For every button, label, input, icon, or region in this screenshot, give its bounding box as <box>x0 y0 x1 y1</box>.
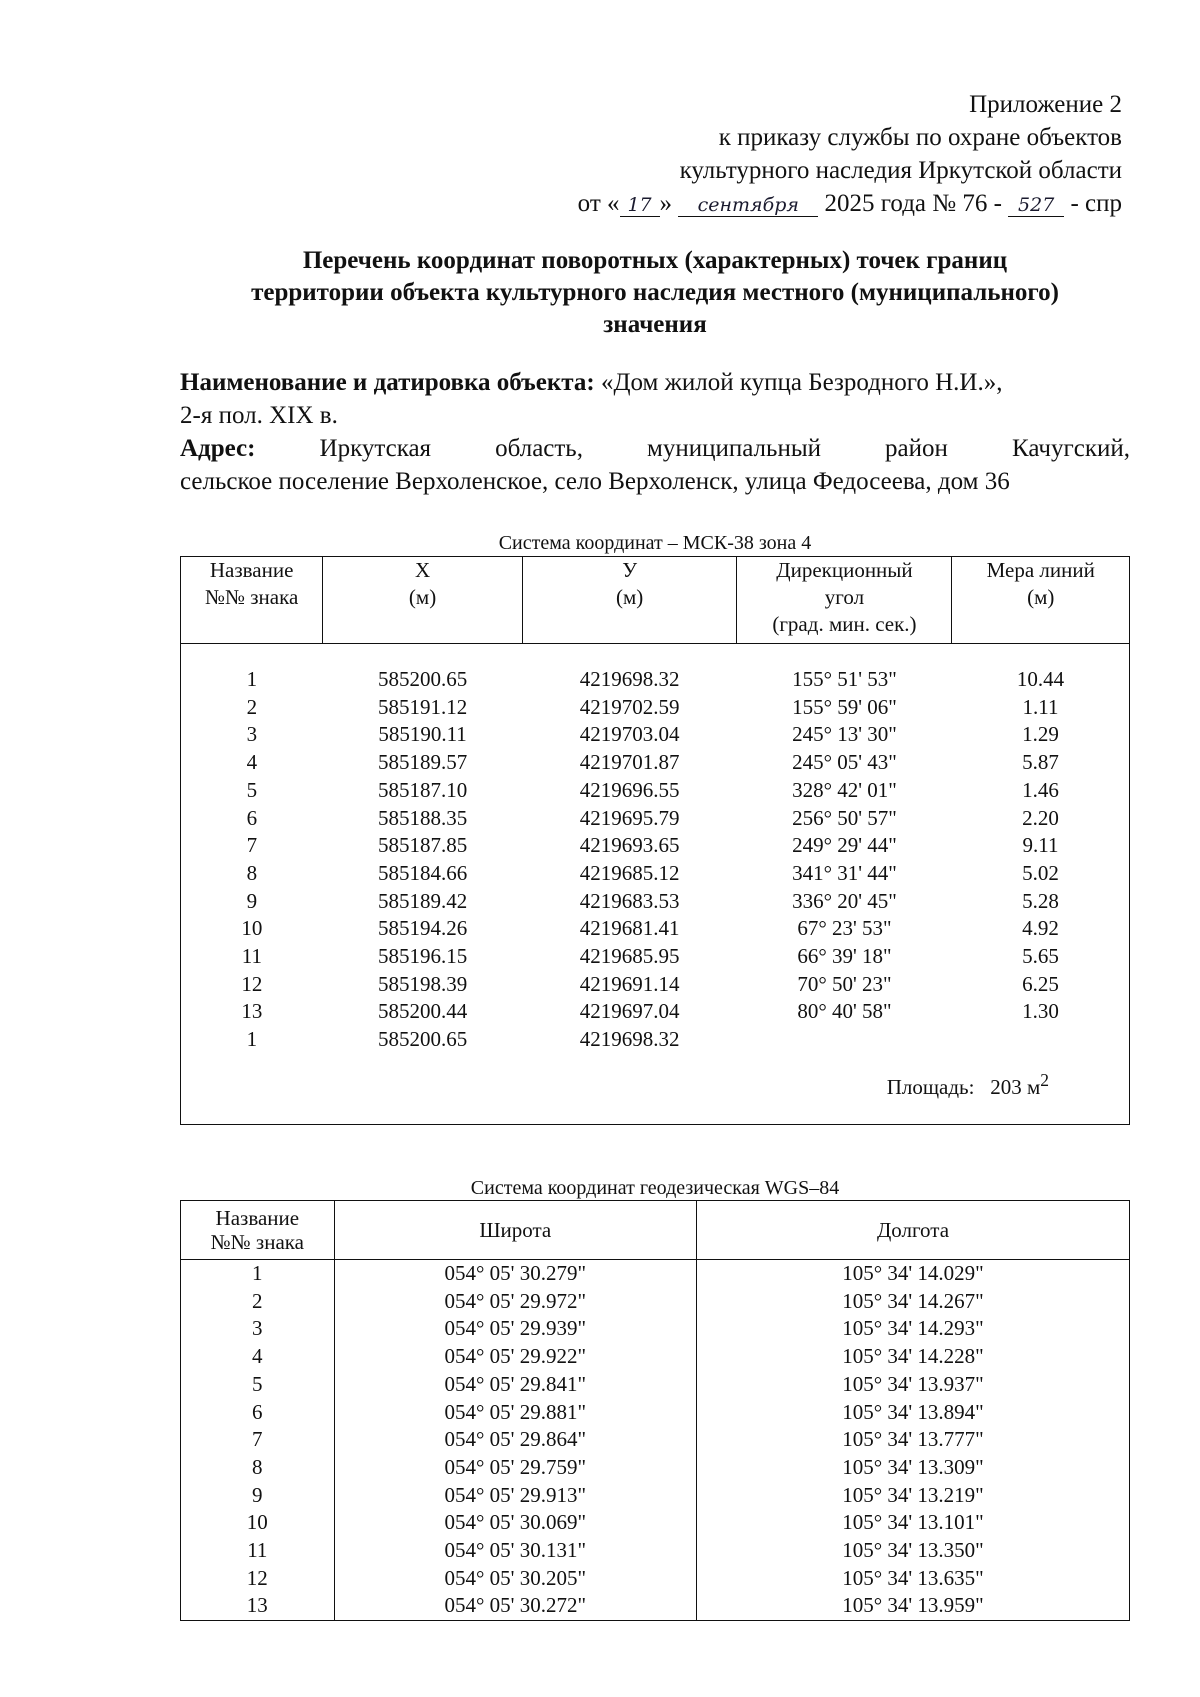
table1-cell-y: 4219685.12 <box>579 860 680 885</box>
table2-cell-lat: 054° 05' 29.864" <box>334 1426 696 1454</box>
table1-cell-n: 4 <box>246 750 258 775</box>
table1-header-row <box>181 557 1130 644</box>
table1-cell-y: 4219683.53 <box>579 888 680 913</box>
table2-row <box>181 1371 1130 1399</box>
table1-cell-len: 1.29 <box>1022 722 1059 747</box>
table2-cell-lat: 054° 05' 29.939" <box>334 1315 696 1343</box>
table1-row <box>181 888 1130 916</box>
table1-header-y <box>522 557 737 644</box>
header-y-line-1: У <box>622 558 638 582</box>
table1-cell-len: 5.28 <box>1022 888 1059 913</box>
table2-row <box>181 1288 1130 1316</box>
table1-cell-angle: 66° 39' 18" <box>797 944 892 969</box>
object-name-label: Наименование и датировка объекта: <box>180 369 595 396</box>
table1-cell-angle: 336° 20' 45" <box>792 888 897 913</box>
table1-cell-angle: 80° 40' 58" <box>797 999 892 1024</box>
object-name-value-2: 2-я пол. XIX в. <box>180 402 338 429</box>
table1-cell-n: 9 <box>246 888 258 913</box>
table1-caption: Система координат – МСК-38 зона 4 <box>498 532 812 554</box>
table2-body <box>181 1260 1130 1621</box>
table1-header-name <box>181 557 323 644</box>
table1-cell-y: 4219697.04 <box>579 999 680 1024</box>
table2-row <box>181 1509 1130 1537</box>
area-unit-superscript: 2 <box>1040 1069 1049 1090</box>
table2-cell-n: 7 <box>181 1426 335 1454</box>
table1-cell-angle <box>737 1026 952 1054</box>
table1-cell-angle: 245° 05' 43" <box>792 750 897 775</box>
table2-header-lon: Долгота <box>696 1201 1129 1260</box>
table2-cell-lat: 054° 05' 29.881" <box>334 1399 696 1427</box>
date-year: 2025 года № 76 - <box>824 190 1002 217</box>
table2-cell-lon: 105° 34' 13.959" <box>696 1592 1129 1620</box>
table1-cell-len: 10.44 <box>1016 667 1065 691</box>
table2-cell-lon: 105° 34' 13.777" <box>696 1426 1129 1454</box>
address-label: Адрес: <box>180 435 256 462</box>
table1-cell-n: 8 <box>246 860 258 885</box>
document-title <box>180 245 1130 341</box>
table2-row <box>181 1260 1130 1288</box>
table1-cell-x: 585188.35 <box>377 805 468 830</box>
table1-row <box>181 749 1130 777</box>
header-length-line-1: Мера линий <box>986 558 1095 582</box>
area-value: 203 м <box>990 1074 1041 1099</box>
table2-cell-lon: 105° 34' 13.309" <box>696 1454 1129 1482</box>
table2-cell-lon: 105° 34' 14.267" <box>696 1288 1129 1316</box>
table2-cell-lat: 054° 05' 29.759" <box>334 1454 696 1482</box>
table1-cell-y: 4219698.32 <box>579 667 680 691</box>
table2-cell-n: 9 <box>181 1482 335 1510</box>
table1-cell-x: 585194.26 <box>377 916 468 941</box>
area-label: Площадь: <box>886 1074 975 1099</box>
table1-cell-n: 1 <box>246 667 258 691</box>
table2-row <box>181 1315 1130 1343</box>
table2-cell-n: 3 <box>181 1315 335 1343</box>
table2-cell-lat: 054° 05' 30.279" <box>334 1260 696 1288</box>
area-cell <box>181 1054 1130 1125</box>
area-row <box>181 1054 1130 1125</box>
table2-row <box>181 1426 1130 1454</box>
table1-cell-n: 10 <box>241 916 263 941</box>
table2-row <box>181 1454 1130 1482</box>
table1-cell-len: 5.65 <box>1022 944 1059 969</box>
appendix-header <box>422 88 1122 220</box>
table1-cell-y: 4219703.04 <box>579 722 680 747</box>
table2-row <box>181 1343 1130 1371</box>
table1-cell-y: 4219696.55 <box>579 777 680 802</box>
table2-cell-lat: 054° 05' 30.272" <box>334 1592 696 1620</box>
title-line-2: территории объекта культурного наследия местного (муниципального) <box>251 279 1059 306</box>
table1-cell-y: 4219685.95 <box>579 944 680 969</box>
table2-cell-lon: 105° 34' 14.293" <box>696 1315 1129 1343</box>
table2-cell-lat: 054° 05' 29.922" <box>334 1343 696 1371</box>
table1-cell-x: 585187.85 <box>377 833 468 858</box>
table2-cell-lat: 054° 05' 29.913" <box>334 1482 696 1510</box>
table2-cell-n: 5 <box>181 1371 335 1399</box>
table1-row <box>181 694 1130 722</box>
table2-cell-n: 6 <box>181 1399 335 1427</box>
address-line-1: Иркутская область, муниципальный район Качугский, <box>319 435 1131 462</box>
table1-cell-n: 12 <box>241 971 263 996</box>
date-prefix: от « <box>577 190 620 217</box>
table2-cell-lat: 054° 05' 30.205" <box>334 1565 696 1593</box>
wgs84-coordinates-table <box>180 1200 1130 1621</box>
table2-header-row <box>181 1201 1130 1260</box>
table1-cell-x: 585200.65 <box>377 667 468 691</box>
table1-cell-len: 1.11 <box>1022 694 1059 719</box>
object-name-value: «Дом жилой купца Безродного Н.И.», <box>600 369 1003 396</box>
table1-cell-angle: 155° 59' 06" <box>792 694 897 719</box>
header-name-line-2: №№ знака <box>204 585 299 609</box>
table1-row <box>181 805 1130 833</box>
object-info <box>180 366 1130 498</box>
table1-cell-n: 1 <box>246 1027 258 1052</box>
table1-cell-n: 11 <box>241 944 262 969</box>
table2-row <box>181 1592 1130 1620</box>
table1-row <box>181 915 1130 943</box>
table2-cell-n: 12 <box>181 1565 335 1593</box>
table1-cell-n: 6 <box>246 805 258 830</box>
table1-cell-x: 585200.65 <box>377 1027 468 1052</box>
table1-header-x <box>323 557 523 644</box>
table2-cell-n: 8 <box>181 1454 335 1482</box>
header-length-line-2: (м) <box>1027 585 1055 609</box>
table2-cell-n: 10 <box>181 1509 335 1537</box>
handwritten-day: 17 <box>620 194 660 217</box>
table2-cell-lat: 054° 05' 30.131" <box>334 1537 696 1565</box>
appendix-date-line <box>422 187 1122 220</box>
table2-cell-n: 1 <box>181 1260 335 1288</box>
table1-cell-x: 585184.66 <box>377 860 468 885</box>
table1-row <box>181 971 1130 999</box>
table1-cell-n: 13 <box>241 999 263 1024</box>
object-name-line <box>180 366 1130 399</box>
table2-cell-lat: 054° 05' 29.972" <box>334 1288 696 1316</box>
date-mid: » <box>659 190 673 217</box>
address-line-1-row <box>180 432 1130 465</box>
table1-cell-y: 4219702.59 <box>579 694 680 719</box>
appendix-line-3: культурного наследия Иркутской области <box>679 157 1122 184</box>
table1-cell-n: 3 <box>246 722 258 747</box>
header-angle-line-1: Дирекционный <box>776 558 913 582</box>
header-x-line-2: (м) <box>408 585 437 609</box>
appendix-line-2: к приказу службы по охране объектов <box>718 124 1122 151</box>
table2-cell-lon: 105° 34' 14.029" <box>696 1260 1129 1288</box>
table2-cell-lon: 105° 34' 13.350" <box>696 1537 1129 1565</box>
address-line-2: сельское поселение Верхоленское, село Верхоленск, улица Федосеева, дом 36 <box>180 468 1010 495</box>
table1-cell-len: 5.87 <box>1022 750 1059 775</box>
table1-cell-angle: 256° 50' 57" <box>792 805 897 830</box>
table1-cell-x: 585198.39 <box>377 971 468 996</box>
table1-cell-len: 5.02 <box>1022 860 1059 885</box>
table2-cell-lon: 105° 34' 13.937" <box>696 1371 1129 1399</box>
header-y-line-2: (м) <box>616 585 644 609</box>
table1-cell-n: 7 <box>246 833 258 858</box>
table2-row <box>181 1565 1130 1593</box>
table1-cell-len: 4.92 <box>1022 916 1059 941</box>
table1-cell-angle: 70° 50' 23" <box>797 971 892 996</box>
table1-row <box>181 998 1130 1026</box>
table1-body <box>181 644 1130 1054</box>
table1-row <box>181 1026 1130 1054</box>
table1-cell-x: 585190.11 <box>378 722 467 747</box>
table1-cell-y: 4219698.32 <box>579 1027 680 1052</box>
table1-cell-len: 1.30 <box>1022 999 1059 1024</box>
header-angle-line-3: (град. мин. сек.) <box>772 612 917 636</box>
table1-cell-len: 1.46 <box>1022 777 1059 802</box>
order-suffix: - спр <box>1070 190 1122 217</box>
table1-cell-len: 2.20 <box>1022 805 1059 830</box>
table2-cell-lon: 105° 34' 13.219" <box>696 1482 1129 1510</box>
table1-header-angle <box>737 557 952 644</box>
table1-row <box>181 860 1130 888</box>
table1-cell-y: 4219701.87 <box>579 750 680 775</box>
table2-caption: Система координат геодезическая WGS–84 <box>470 1177 840 1199</box>
table1-cell-y: 4219691.14 <box>579 971 680 996</box>
header-name-line-1: Название <box>209 558 294 582</box>
table1-cell-y: 4219693.65 <box>579 833 680 858</box>
table1-cell-x: 585191.12 <box>377 694 468 719</box>
table2-header-lat: Широта <box>334 1201 696 1260</box>
table2-cell-lon: 105° 34' 13.894" <box>696 1399 1129 1427</box>
table1-cell-angle: 155° 51' 53" <box>792 667 897 691</box>
table2-cell-n: 4 <box>181 1343 335 1371</box>
table2-row <box>181 1399 1130 1427</box>
table1-cell-n: 2 <box>246 694 258 719</box>
table1-header-length <box>952 557 1130 644</box>
table2-cell-lon: 105° 34' 13.101" <box>696 1509 1129 1537</box>
table1-cell-angle: 341° 31' 44" <box>792 860 897 885</box>
table1-row <box>181 721 1130 749</box>
table1-row <box>181 777 1130 805</box>
table1-cell-y: 4219681.41 <box>579 916 680 941</box>
header-x-line-1: X <box>414 558 431 582</box>
table2-cell-lat: 054° 05' 30.069" <box>334 1509 696 1537</box>
header-angle-line-2: угол <box>824 585 865 609</box>
table2-cell-n: 2 <box>181 1288 335 1316</box>
table2-cell-lon: 105° 34' 14.228" <box>696 1343 1129 1371</box>
appendix-line-1: Приложение 2 <box>969 91 1122 118</box>
table1-cell-y: 4219695.79 <box>579 805 680 830</box>
table2-header-name <box>181 1201 335 1260</box>
table2-cell-lon: 105° 34' 13.635" <box>696 1565 1129 1593</box>
title-line-1: Перечень координат поворотных (характерных) точек границ <box>302 247 1008 274</box>
table1-cell-x: 585196.15 <box>377 944 468 969</box>
t2-header-name-line-1: Название <box>215 1206 300 1230</box>
table2-cell-n: 13 <box>181 1592 335 1620</box>
table1-cell-x: 585189.42 <box>377 888 468 913</box>
table1-cell-x: 585200.44 <box>377 999 468 1024</box>
title-line-3: значения <box>603 311 707 338</box>
table1-row <box>181 943 1130 971</box>
table1-cell-angle: 328° 42' 01" <box>792 777 897 802</box>
table1-cell-x: 585187.10 <box>377 777 468 802</box>
table1-cell-angle: 249° 29' 44" <box>792 833 897 858</box>
table2-cell-n: 11 <box>181 1537 335 1565</box>
t2-header-name-line-2: №№ знака <box>210 1230 304 1254</box>
handwritten-month: сентября <box>678 194 818 217</box>
table1-cell-x: 585189.57 <box>377 750 468 775</box>
table1-cell-angle: 245° 13' 30" <box>792 722 897 747</box>
table1-cell-len: 9.11 <box>1022 833 1059 858</box>
table1-cell-angle: 67° 23' 53" <box>797 916 892 941</box>
table1-row <box>181 832 1130 860</box>
msk-coordinates-table <box>180 556 1130 1125</box>
handwritten-order-number: 527 <box>1008 194 1064 217</box>
table2-row <box>181 1537 1130 1565</box>
table1-cell-len: 6.25 <box>1022 971 1059 996</box>
table2-row <box>181 1482 1130 1510</box>
table1-cell-len <box>952 1026 1130 1054</box>
table1-row <box>181 666 1130 694</box>
table2-cell-lat: 054° 05' 29.841" <box>334 1371 696 1399</box>
table1-cell-n: 5 <box>246 777 258 802</box>
